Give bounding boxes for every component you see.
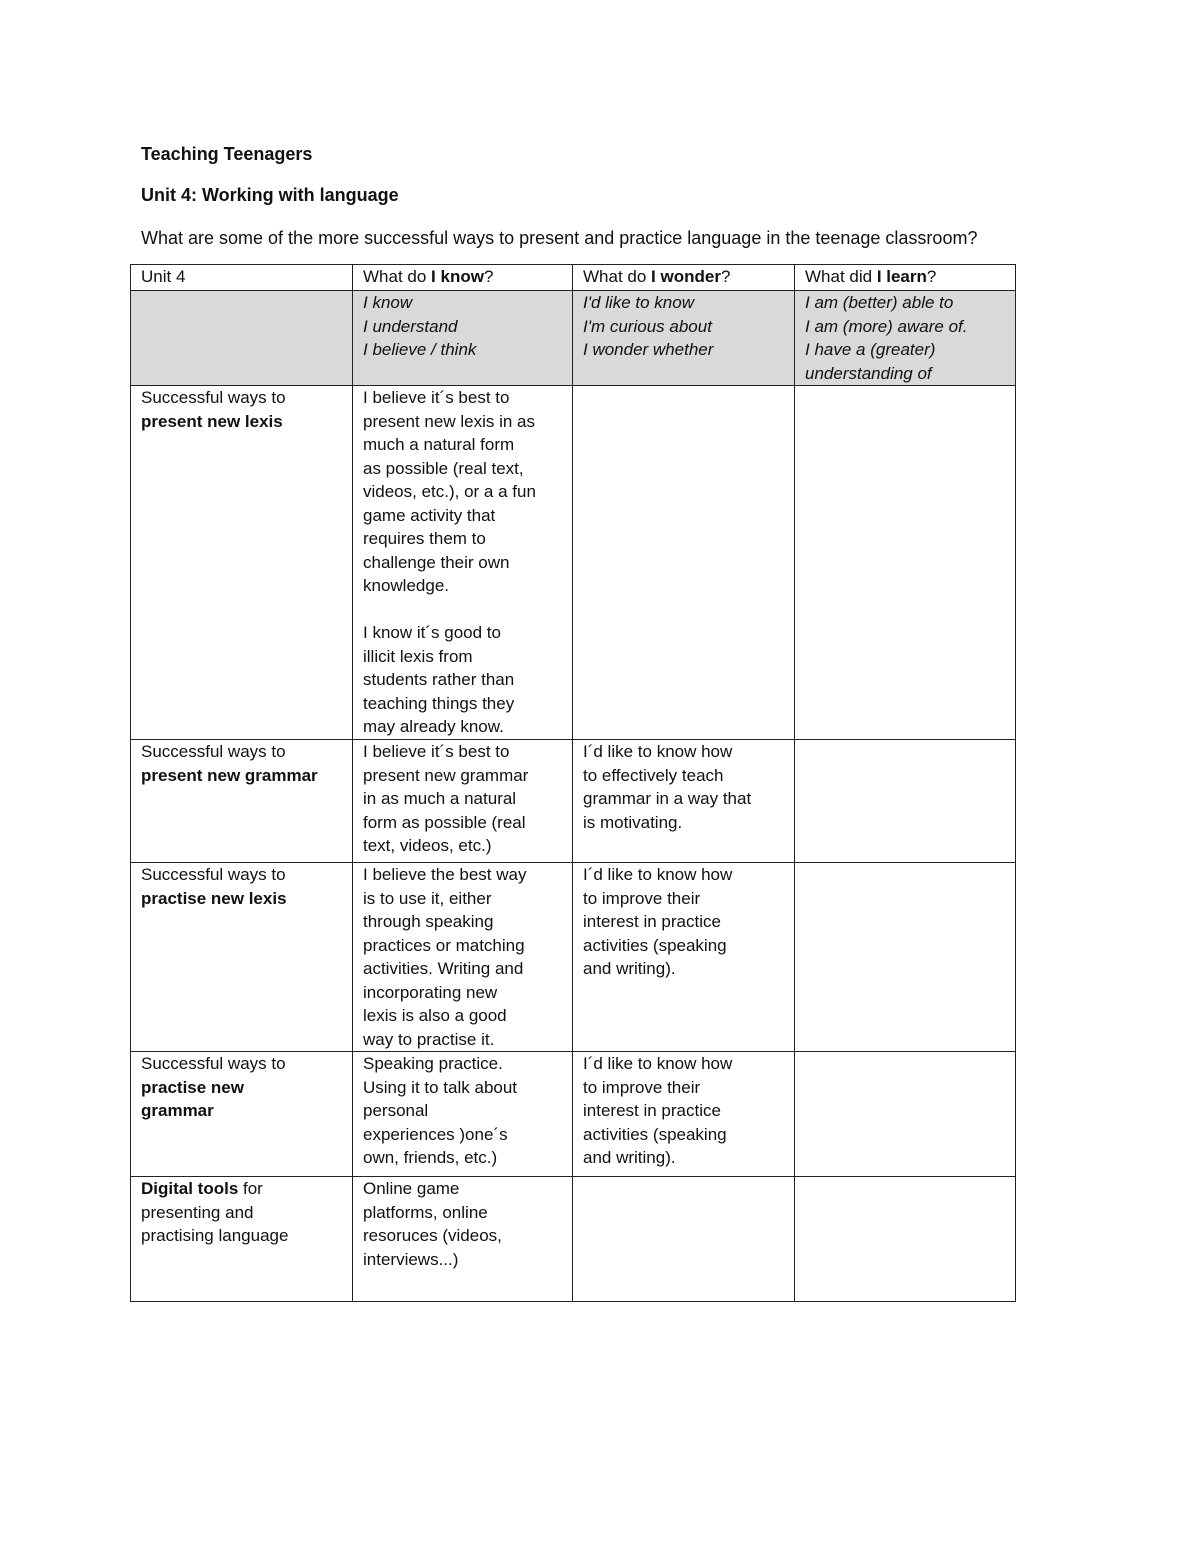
table-row (131, 1177, 1016, 1302)
table-header-row (131, 265, 1016, 291)
wonder-cell (573, 1177, 795, 1302)
table-row (131, 863, 1016, 1052)
header-learn: What did I learn? (795, 265, 1016, 291)
row-label-cell: Successful ways to present new grammar (131, 740, 353, 863)
row-label-cell: Digital tools for presenting and practising language (131, 1177, 353, 1302)
document-title: Teaching Teenagers (141, 144, 313, 164)
know-cell: Speaking practice. Using it to talk about personal experiences )one´s own, friends, etc.) (353, 1052, 573, 1177)
prompt-empty-cell (131, 291, 353, 386)
header-unit: Unit 4 (131, 265, 353, 291)
know-cell: I believe it´s best to present new grammar in as much a natural form as possible (real text, videos, etc.) (353, 740, 573, 863)
prompt-learn-cell: I am (better) able to I am (more) aware of. I have a (greater) understanding of (795, 291, 1016, 386)
header-wonder: What do I wonder? (573, 265, 795, 291)
learn-cell (795, 386, 1016, 740)
wonder-cell (573, 386, 795, 740)
row-label-cell: Successful ways to practise new lexis (131, 863, 353, 1052)
unit-title: Unit 4: Working with language (141, 185, 399, 205)
learn-cell (795, 740, 1016, 863)
guiding-question: What are some of the more successful ways to present and practice language in the teenage classroom? (141, 228, 978, 248)
know-cell: I believe it´s best to present new lexis in as much a natural form as possible (real text, videos, etc.), or a a fun game activity that requires them to challenge their own knowledge. I know it´s good to illicit lexis from students rather than teaching things they may already know. (353, 386, 573, 740)
know-cell: I believe the best way is to use it, either through speaking practices or matching activities. Writing and incorporating new lexis is also a good way to practise it. (353, 863, 573, 1052)
learn-cell (795, 1177, 1016, 1302)
table-row (131, 1052, 1016, 1177)
prompt-know-cell: I know I understand I believe / think (353, 291, 573, 386)
wonder-cell: I´d like to know how to improve their interest in practice activities (speaking and writing). (573, 863, 795, 1052)
table-row (131, 386, 1016, 740)
prompt-wonder-cell: I'd like to know I'm curious about I wonder whether (573, 291, 795, 386)
table-row (131, 740, 1016, 863)
wonder-cell: I´d like to know how to effectively teach grammar in a way that is motivating. (573, 740, 795, 863)
kwl-table (130, 264, 1016, 1302)
header-know: What do I know? (353, 265, 573, 291)
learn-cell (795, 1052, 1016, 1177)
row-label-cell: Successful ways to practise new grammar (131, 1052, 353, 1177)
know-cell: Online game platforms, online resoruces (videos, interviews...) (353, 1177, 573, 1302)
row-label-cell: Successful ways to present new lexis (131, 386, 353, 740)
learn-cell (795, 863, 1016, 1052)
wonder-cell: I´d like to know how to improve their interest in practice activities (speaking and writing). (573, 1052, 795, 1177)
prompt-row (131, 291, 1016, 386)
